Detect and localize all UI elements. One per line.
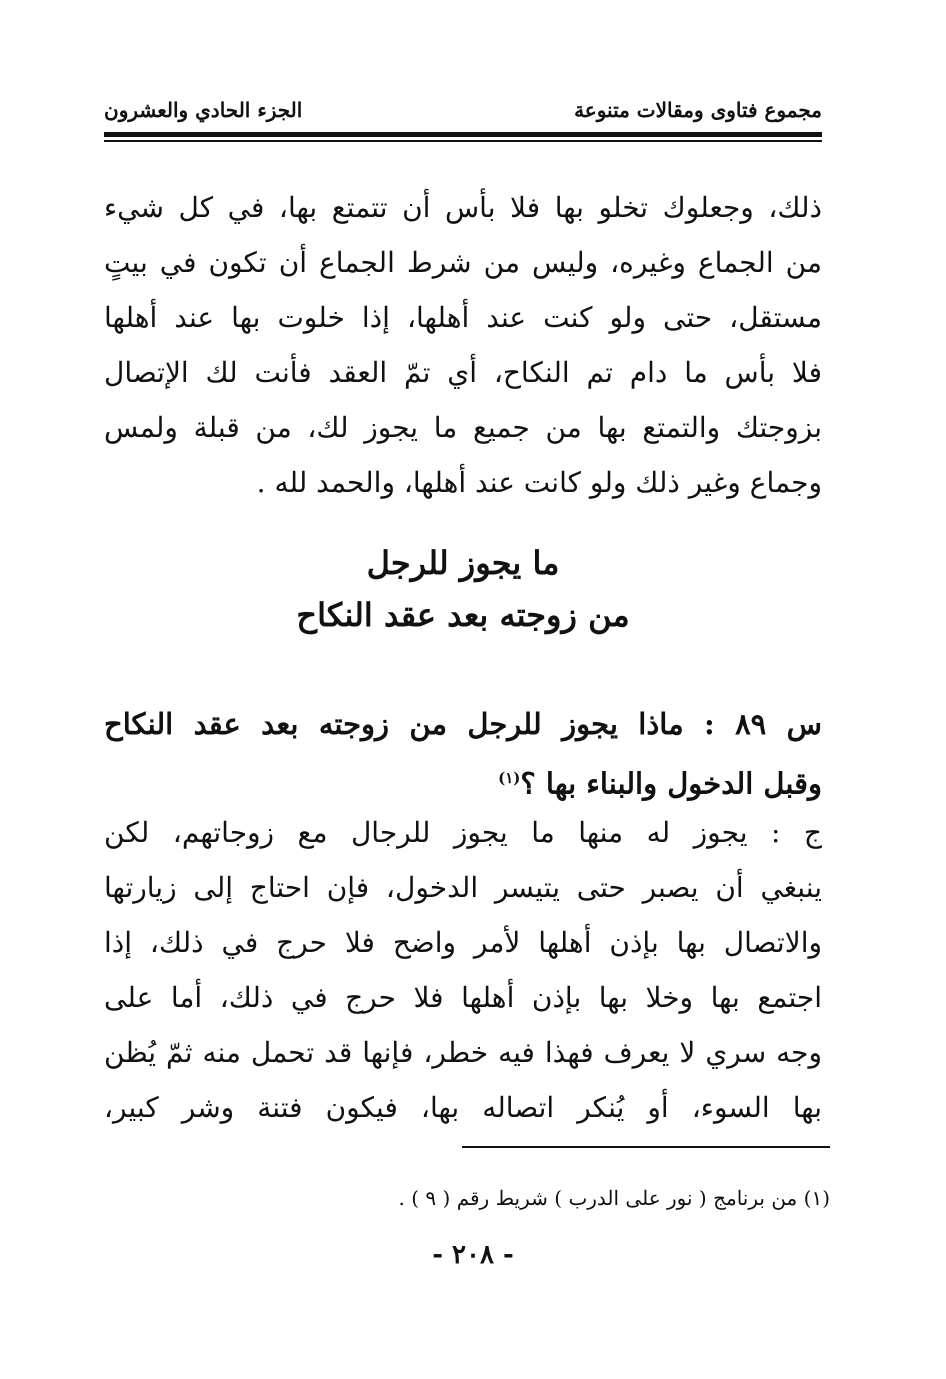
question-line-2 xyxy=(104,751,822,805)
section-title-line-1: ما يجوز للرجل xyxy=(366,544,560,582)
top-paragraph xyxy=(104,180,822,510)
paragraph-line: من الجماع وغيره، وليس من شرط الجماع أن تكون في بيتٍ xyxy=(104,246,822,279)
section-title-line-2: من زوجته بعد عقد النكاح xyxy=(296,596,630,634)
answer-line: ج : يجوز له منها ما يجوز للرجال مع زوجاتهم، لكن xyxy=(104,816,822,849)
paragraph-line: فلا بأس ما دام تم النكاح، أي تمّ العقد فأنت لك الإتصال xyxy=(104,356,822,389)
question-line-1: س ٨٩ : ماذا يجوز للرجل من زوجته بعد عقد النكاح xyxy=(104,707,822,741)
page-number: - ٢٠٨ - xyxy=(432,1240,514,1270)
answer-line: والاتصال بها بإذن أهلها لأمر واضح فلا حرج في ذلك، إذا xyxy=(104,926,822,959)
question xyxy=(104,697,822,805)
question-line-2-text: وقبل الدخول والبناء بها ؟ xyxy=(520,766,822,801)
book-title: مجموع فتاوى ومقالات متنوعة xyxy=(574,98,822,122)
header-rule-thin xyxy=(104,140,822,142)
footnote-reference: (١) xyxy=(498,769,521,787)
answer-line: بها السوء، أو يُنكر اتصاله بها، فيكون فتنة وشر كبير، xyxy=(104,1091,822,1124)
answer-line: اجتمع بها وخلا بها بإذن أهلها فلا حرج في ذلك، أما على xyxy=(104,981,822,1014)
answer xyxy=(104,805,822,1135)
answer-line: وجه سري لا يعرف فهذا فيه خطر، فإنها قد تحمل منه ثمّ يُظن xyxy=(104,1036,822,1069)
running-header xyxy=(104,98,822,128)
volume-label: الجزء الحادي والعشرون xyxy=(104,98,303,122)
footnote: (١) من برنامج ( نور على الدرب ) شريط رقم ( ٩ ) . xyxy=(398,1186,830,1210)
paragraph-line: وجماع وغير ذلك ولو كانت عند أهلها، والحمد لله . xyxy=(256,466,822,499)
answer-line: ينبغي أن يصبر حتى يتيسر الدخول، فإن احتاج إلى زيارتها xyxy=(104,871,822,904)
paragraph-line: ذلك، وجعلوك تخلو بها فلا بأس أن تتمتع بها، في كل شيء xyxy=(104,191,822,224)
footnote-rule xyxy=(462,1146,830,1148)
header-rule-thick xyxy=(104,132,822,137)
paragraph-line: بزوجتك والتمتع بها من جميع ما يجوز لك، من قبلة ولمس xyxy=(104,411,822,444)
paragraph-line: مستقل، حتى ولو كنت عند أهلها، إذا خلوت بها عند أهلها xyxy=(104,301,822,334)
